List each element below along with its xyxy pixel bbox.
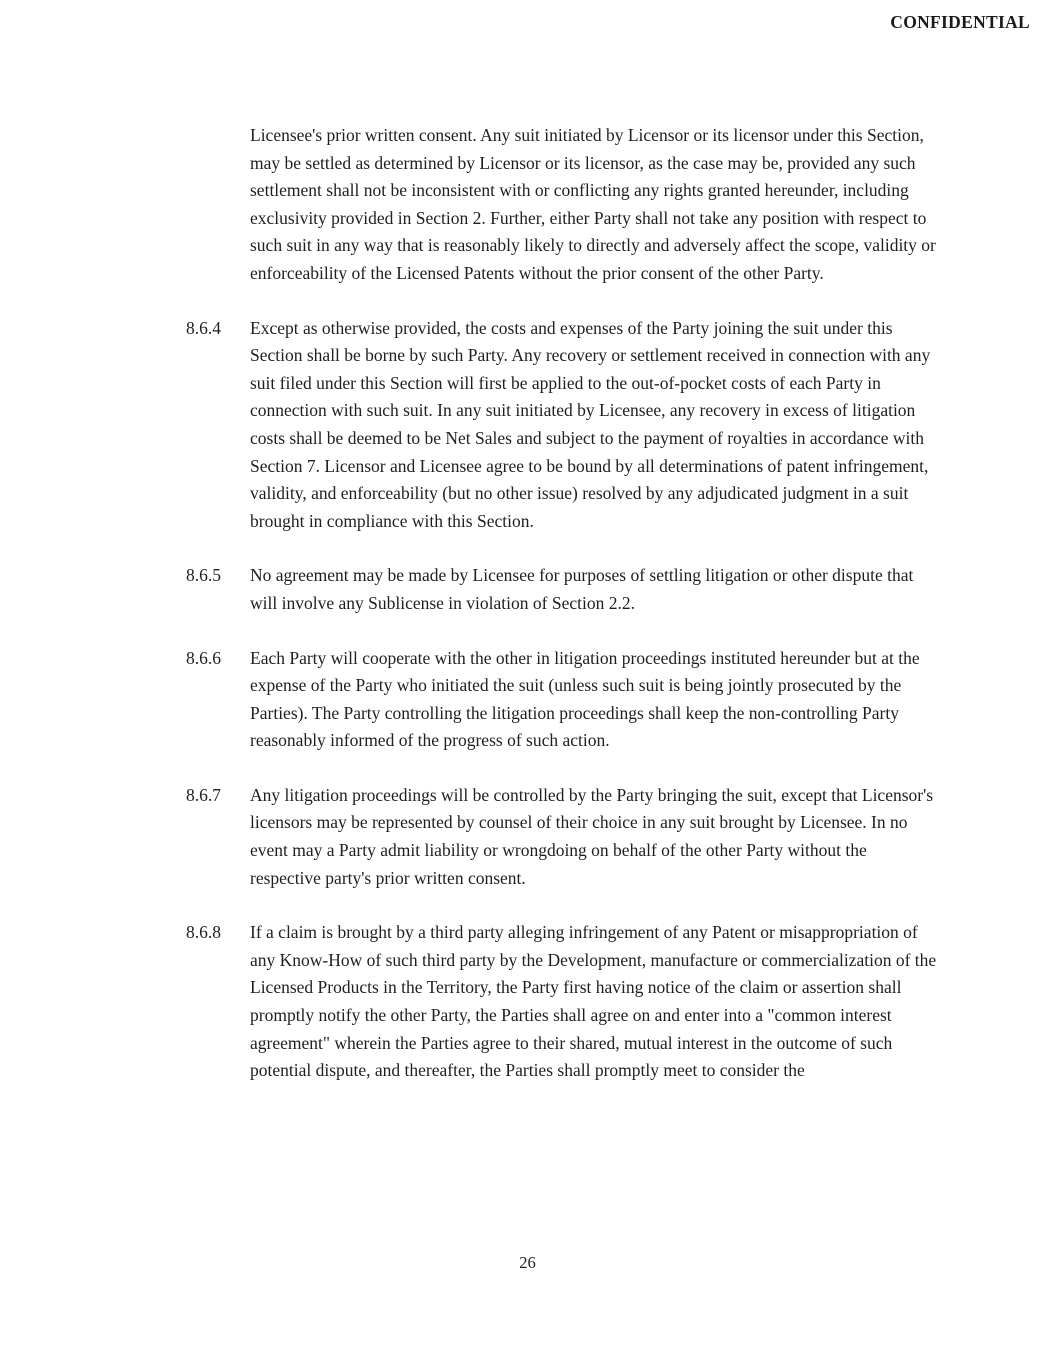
section-number: 8.6.5 <box>186 565 221 586</box>
section-number: 8.6.4 <box>186 317 221 338</box>
section-number: 8.6.8 <box>186 922 221 943</box>
section-text: If a claim is brought by a third party alleging infringement of any Patent or misappropriation of any Know-How of such third party by the Development, manufacture or commercialization of the Licensed Products in the Territory, the Party first having notice of the claim or assertion shall promptly notify the other Party, the Parties shall agree on and enter into a "common interest agreement" wherein the Parties agree to their shared, mutual interest in the outcome of such potential dispute, and thereafter, the Parties shall promptly meet to consider the <box>250 922 937 1081</box>
section-text: Except as otherwise provided, the costs and expenses of the Party joining the suit under this Section shall be borne by such Party. Any recovery or settlement received in connection with any suit filed under this Section will first be applied to the out-of-pocket costs of each Party in connection with such suit. In any suit initiated by Licensee, any recovery in excess of litigation costs shall be deemed to be Net Sales and subject to the payment of royalties in accordance with Section 7. Licensor and Licensee agree to be bound by all determinations of patent infringement, validity, and enforceability (but no other issue) resolved by any adjudicated judgment in a suit brought in compliance with this Section. <box>250 317 931 531</box>
section-number: 8.6.7 <box>186 784 221 805</box>
section-8-6-5 <box>186 562 941 617</box>
section-text: Any litigation proceedings will be controlled by the Party bringing the suit, except that Licensor's licensors may be represented by counsel of their choice in any suit brought by Licensee. In no event may a Party admit liability or wrongdoing on behalf of the other Party without the respective party's prior written consent. <box>250 784 934 888</box>
paragraph-continuation: Licensee's prior written consent. Any suit initiated by Licensor or its licensor under this Section, may be settled as determined by Licensor or its licensor, as the case may be, provided any such settlement shall not be inconsistent with or conflicting any rights granted hereunder, including exclusivity provided in Section 2. Further, either Party shall not take any position with respect to such suit in any way that is reasonably likely to directly and adversely affect the scope, validity or enforceability of the Licensed Patents without the prior consent of the other Party. <box>250 125 936 283</box>
section-8-6-7 <box>186 782 941 892</box>
section-8-6-4 <box>186 315 941 536</box>
document-body <box>186 122 941 1112</box>
section-text: No agreement may be made by Licensee for purposes of settling litigation or other dispute that will involve any Sublicense in violation of Section 2.2. <box>250 565 914 613</box>
confidential-header: CONFIDENTIAL <box>890 12 1030 32</box>
section-text: Each Party will cooperate with the other in litigation proceedings instituted hereunder but at the expense of the Party who initiated the suit (unless such suit is being jointly prosecuted by the Parties). The Party controlling the litigation proceedings shall keep the non-controlling Party reasonably informed of the progress of such action. <box>250 647 920 751</box>
section-number: 8.6.6 <box>186 647 221 668</box>
page-number: 26 <box>519 1253 536 1272</box>
section-8-6-6 <box>186 645 941 755</box>
section-8-6-8 <box>186 919 941 1085</box>
